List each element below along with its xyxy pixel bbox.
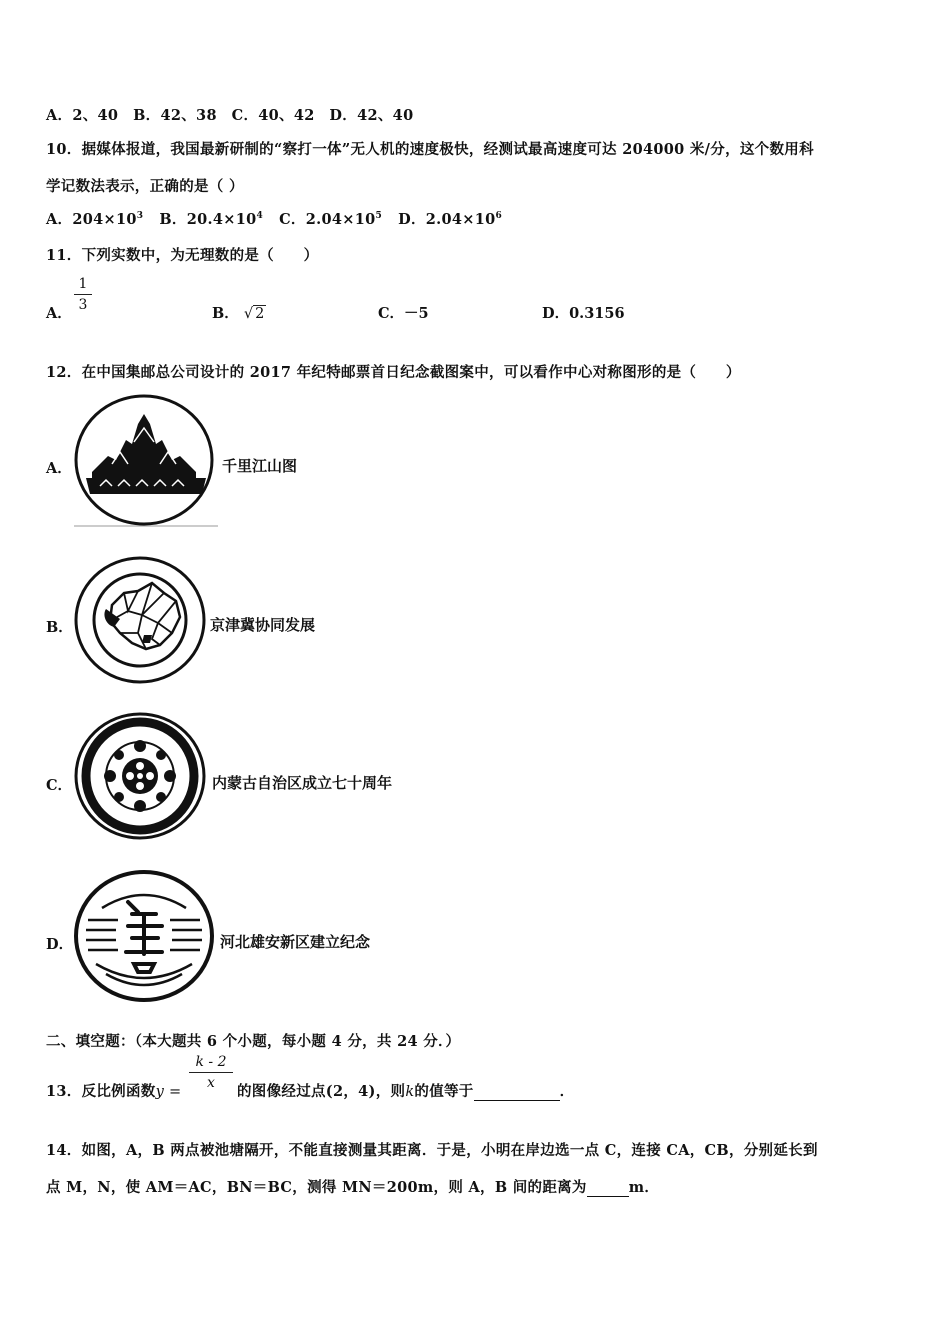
q11-stem: 11．下列实数中，为无理数的是（ ）	[46, 247, 319, 264]
q10-stem-line2: 学记数法表示，正确的是（ ）	[46, 178, 244, 195]
q14-answer-blank	[587, 1179, 629, 1197]
section-2-heading: 二、填空题：（本大题共 6 个小题，每小题 4 分，共 24 分．）	[46, 1033, 461, 1050]
q12-option-c-label: C．	[46, 777, 73, 794]
q11-option-a-fraction: 1 3	[74, 276, 92, 313]
q12-stem: 12．在中国集邮总公司设计的 2017 年纪特邮票首日纪念截图案中，可以看作中心对称图形的是（ ）	[46, 364, 741, 381]
q12-option-d-label: D．	[46, 936, 74, 953]
q13-answer-blank	[474, 1083, 560, 1101]
q10-option-d: D．$2.04\times 10^6$	[398, 211, 503, 228]
q12-option-c-caption: 内蒙古自治区成立七十周年	[212, 774, 393, 792]
q10-option-b: B．$20.4\times 10^4$	[159, 211, 264, 228]
q11-option-b: B． √ 2	[212, 305, 265, 322]
map-stamp-image	[72, 553, 212, 689]
q9-options: A．2、40 B．42、38 C．40、42 D．42、40	[46, 107, 414, 124]
q13-stem-continued: 的图像经过点(2，4)，则k的值等于 ．	[237, 1083, 575, 1100]
q13-stem: 13．反比例函数y =	[46, 1083, 182, 1100]
mountain-stamp-image	[72, 394, 220, 530]
q14-stem-line1: 14．如图，A，B 两点被池塘隔开，不能直接测量其距离．于是，小明在岸边选一点 C，连接 CA，CB，分别延长到	[46, 1142, 818, 1159]
q10-stem-line1: 10．据媒体报道，我国最新研制的“察打一体”无人机的速度极快，经测试最高速度可达 204000 米/分，这个数用科	[46, 141, 814, 158]
q11-option-a-label: A．	[46, 305, 72, 322]
q11-option-c: C．－5	[378, 305, 429, 322]
q12-option-b-label: B．	[46, 619, 73, 636]
q10-option-c: C．$2.04\times 10^5$	[279, 211, 383, 228]
q10-options	[46, 208, 502, 229]
ornament-stamp-image	[72, 710, 212, 846]
q10-option-a: A．$204\times 10^3$	[46, 211, 144, 228]
q12-option-b-caption: 京津冀协同发展	[210, 616, 316, 634]
q12-option-a-label: A．	[46, 460, 72, 477]
q14-stem-line2: 点 M，N，使 AM＝AC，BN＝BC，测得 MN＝200m，则 A，B 间的距离为 m．	[46, 1179, 660, 1196]
sqrt-sign: √ 2	[243, 306, 265, 322]
q13-fraction: k - 2 x	[189, 1054, 233, 1091]
q12-option-a-caption: 千里江山图	[222, 457, 298, 475]
q11-option-d: D．0.3156	[542, 305, 625, 322]
glyph-stamp-image	[72, 868, 220, 1006]
q12-option-d-caption: 河北雄安新区建立纪念	[220, 933, 371, 951]
